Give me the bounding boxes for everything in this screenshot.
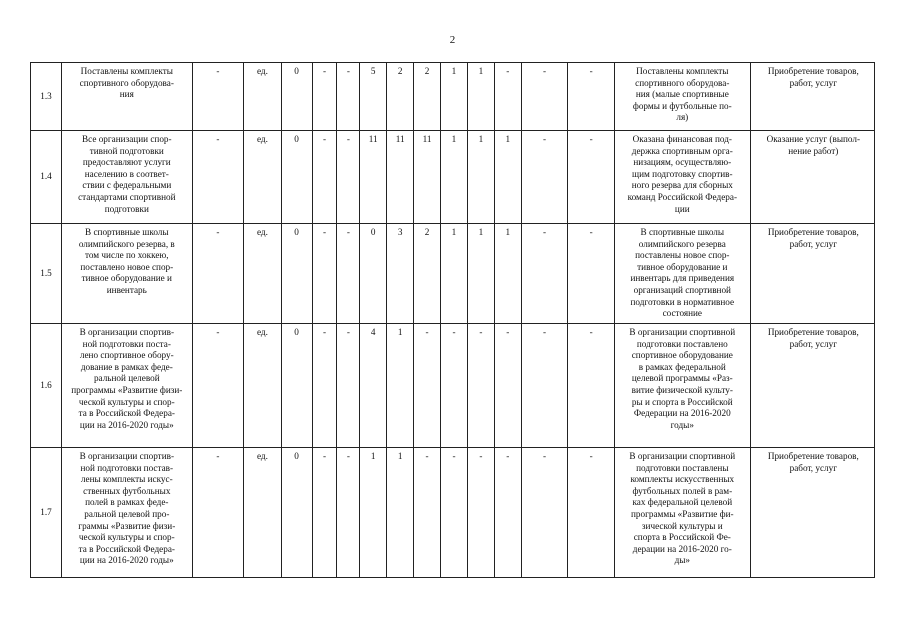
result-line: поставлены новое спор- <box>635 250 730 261</box>
value-cell: 1 <box>441 224 468 324</box>
result-description <box>614 131 750 224</box>
result-line: ля) <box>676 112 689 123</box>
indicator-name-line: ствии с федеральными <box>82 180 172 191</box>
indicators-table <box>30 62 875 578</box>
result-line: ды» <box>674 555 691 566</box>
value-cell: - <box>337 448 360 578</box>
value-cell: 1 <box>360 448 387 578</box>
event-type-line: работ, услуг <box>789 338 837 349</box>
result-line: ции <box>674 203 690 214</box>
row-number: 1.3 <box>31 63 62 131</box>
value-cell: 1 <box>494 131 521 224</box>
unit-cell: ед. <box>244 324 281 448</box>
indicator-name-line: лено спортивное обору- <box>79 350 174 361</box>
result-line: В спортивные школы <box>640 227 725 237</box>
value-cell: 1 <box>441 63 468 131</box>
result-line: состояние <box>662 308 703 319</box>
indicator-name <box>62 63 192 131</box>
indicator-name-line: полей в рамках феде- <box>85 497 169 508</box>
row-number: 1.4 <box>31 131 62 224</box>
result-description <box>614 324 750 448</box>
value-cell: - <box>337 131 360 224</box>
indicator-name-line: В организации спортив- <box>79 451 175 461</box>
event-type-line: работ, услуг <box>789 77 837 88</box>
result-line: дерации на 2016-2020 го- <box>632 543 732 554</box>
result-line: щим подготовку спортив- <box>632 168 733 179</box>
value-cell: 1 <box>467 63 494 131</box>
indicator-name <box>62 324 192 448</box>
value-cell: 1 <box>387 448 414 578</box>
value-cell: - <box>521 131 568 224</box>
indicator-name-line: олимпийского резерва, в <box>78 238 175 249</box>
table-row <box>31 131 875 224</box>
value-cell: 1 <box>467 224 494 324</box>
event-type <box>750 63 874 131</box>
indicator-name-line: населению в соответ- <box>84 168 169 179</box>
indicator-name-line: ральной целевой <box>93 373 160 384</box>
indicator-name <box>62 131 192 224</box>
value-cell: 11 <box>414 131 441 224</box>
indicator-name-line: та в Российской Федера- <box>78 543 175 554</box>
indicator-name-line: та в Российской Федера- <box>78 408 175 419</box>
value-cell: - <box>337 224 360 324</box>
value-cell: - <box>568 224 615 324</box>
indicator-name-line: том числе по хоккею, <box>85 250 169 261</box>
table-row <box>31 224 875 324</box>
result-line: команд Российской Федера- <box>627 191 737 202</box>
result-description <box>614 448 750 578</box>
value-cell: - <box>521 448 568 578</box>
indicator-name-line: Все организации спор- <box>82 134 172 144</box>
result-line: подготовки поставлены <box>636 462 729 473</box>
value-cell: - <box>192 448 244 578</box>
table-row <box>31 324 875 448</box>
indicator-name-line: ния <box>119 89 134 100</box>
value-cell: - <box>568 324 615 448</box>
value-cell: - <box>521 63 568 131</box>
value-cell: 2 <box>387 63 414 131</box>
event-type-line: Оказание услуг (выпол- <box>766 134 861 144</box>
event-type-line: нение работ) <box>788 145 839 156</box>
indicator-name-line: предоставляют услуги <box>82 157 171 168</box>
value-cell: - <box>467 448 494 578</box>
value-cell: - <box>337 63 360 131</box>
result-line: тивное оборудование и <box>637 261 728 272</box>
value-cell: 1 <box>494 224 521 324</box>
value-cell: - <box>494 63 521 131</box>
value-cell: - <box>312 63 337 131</box>
indicator-name-line: программы «Развитие физи- <box>71 384 183 395</box>
result-line: комплекты искусственных <box>630 474 735 485</box>
value-cell: 0 <box>281 224 312 324</box>
result-line: подготовки поставлено <box>636 338 728 349</box>
row-number: 1.7 <box>31 448 62 578</box>
result-line: В организации спортивной <box>629 327 736 337</box>
value-cell: - <box>192 224 244 324</box>
value-cell: - <box>441 324 468 448</box>
indicator-name-line: Поставлены комплекты <box>80 66 173 76</box>
page-number: 2 <box>449 34 456 46</box>
result-line: ного резерва для сборных <box>631 180 733 191</box>
result-line: спортивное оборудование <box>631 350 733 361</box>
indicator-name-line: В организации спортив- <box>79 327 175 337</box>
indicator-name-line: лены комплекты искус- <box>80 474 173 485</box>
indicator-name <box>62 448 192 578</box>
event-type-line: Приобретение товаров, <box>767 227 859 237</box>
event-type-line: Приобретение товаров, <box>767 327 859 337</box>
value-cell: 2 <box>414 63 441 131</box>
result-line: программы «Развитие фи- <box>631 508 734 519</box>
indicator-name-line: тивное оборудование и <box>81 273 172 284</box>
unit-cell: ед. <box>244 131 281 224</box>
value-cell: 0 <box>281 63 312 131</box>
value-cell: 0 <box>281 448 312 578</box>
indicator-name-line: ческой культуры и спор- <box>78 396 175 407</box>
result-line: олимпийского резерва <box>638 238 726 249</box>
unit-cell: ед. <box>244 224 281 324</box>
result-line: В организации спортивной <box>629 451 736 461</box>
result-line: низациям, осуществляю- <box>633 157 732 168</box>
result-line: формы и футбольные по- <box>632 100 732 111</box>
result-line: целевой программы «Раз- <box>631 373 733 384</box>
value-cell: - <box>521 224 568 324</box>
unit-cell: ед. <box>244 448 281 578</box>
value-cell: - <box>494 324 521 448</box>
event-type-line: работ, услуг <box>789 462 837 473</box>
value-cell: - <box>441 448 468 578</box>
value-cell: - <box>337 324 360 448</box>
value-cell: - <box>494 448 521 578</box>
indicator-name-line: ственных футбольных <box>83 485 171 496</box>
value-cell: - <box>312 448 337 578</box>
value-cell: - <box>414 324 441 448</box>
result-line: ния (малые спортивные <box>635 89 729 100</box>
result-line: Оказана финансовая под- <box>632 134 732 144</box>
indicator-name-line: В спортивные школы <box>85 227 169 237</box>
value-cell: - <box>568 448 615 578</box>
indicator-name-line: ной подготовки поста- <box>82 338 171 349</box>
value-cell: 1 <box>441 131 468 224</box>
value-cell: 3 <box>387 224 414 324</box>
value-cell: 5 <box>360 63 387 131</box>
result-line: держка спортивным орга- <box>631 145 733 156</box>
result-description <box>614 63 750 131</box>
indicator-name-line: граммы «Развитие физи- <box>78 520 176 531</box>
value-cell: 0 <box>281 131 312 224</box>
value-cell: 11 <box>360 131 387 224</box>
indicator-name-line: ральной целевой про- <box>84 508 170 519</box>
indicator-name-line: тивной подготовки <box>89 145 164 156</box>
indicator-name <box>62 224 192 324</box>
value-cell: 2 <box>414 224 441 324</box>
event-type-line: Приобретение товаров, <box>767 66 859 76</box>
result-line: спорта в Российской Фе- <box>633 532 731 543</box>
result-line: годы» <box>670 419 694 430</box>
value-cell: - <box>192 324 244 448</box>
indicator-name-line: стандартами спортивной <box>78 191 176 202</box>
indicator-name-line: спортивного оборудова- <box>79 77 174 88</box>
event-type-line: работ, услуг <box>789 238 837 249</box>
event-type <box>750 224 874 324</box>
value-cell: - <box>414 448 441 578</box>
value-cell: - <box>568 131 615 224</box>
value-cell: - <box>467 324 494 448</box>
value-cell: - <box>192 63 244 131</box>
indicator-name-line: ции на 2016-2020 годы» <box>79 419 174 430</box>
row-number: 1.5 <box>31 224 62 324</box>
result-line: витие физической культу- <box>631 384 733 395</box>
event-type <box>750 324 874 448</box>
result-line: спортивного оборудова- <box>635 77 730 88</box>
indicator-name-line: ции на 2016-2020 годы» <box>79 555 174 566</box>
event-type <box>750 131 874 224</box>
indicator-name-line: инвентарь <box>106 284 147 295</box>
indicator-name-line: подготовки <box>104 203 149 214</box>
result-line: зической культуры и <box>641 520 723 531</box>
value-cell: - <box>312 324 337 448</box>
value-cell: 1 <box>467 131 494 224</box>
result-line: в рамках федеральной <box>638 361 726 372</box>
table-body <box>31 63 875 578</box>
value-cell: - <box>312 131 337 224</box>
result-line: футбольных полей в рам- <box>632 485 733 496</box>
value-cell: 0 <box>360 224 387 324</box>
event-type-line: Приобретение товаров, <box>767 451 859 461</box>
event-type <box>750 448 874 578</box>
value-cell: 11 <box>387 131 414 224</box>
value-cell: 1 <box>387 324 414 448</box>
indicator-name-line: поставлено новое спор- <box>80 261 174 272</box>
table-row <box>31 63 875 131</box>
result-line: организаций спортивной <box>633 284 731 295</box>
unit-cell: ед. <box>244 63 281 131</box>
result-description <box>614 224 750 324</box>
result-line: инвентарь для приведения <box>630 273 735 284</box>
value-cell: 0 <box>281 324 312 448</box>
result-line: подготовки в нормативное <box>630 296 735 307</box>
indicator-name-line: ной подготовки постав- <box>80 462 174 473</box>
result-line: Федерации на 2016-2020 <box>633 408 731 419</box>
result-line: Поставлены комплекты <box>636 66 729 76</box>
table-row <box>31 448 875 578</box>
result-line: ры и спорта в Российской <box>631 396 733 407</box>
result-line: ках федеральной целевой <box>632 497 733 508</box>
indicator-name-line: ческой культуры и спор- <box>78 532 175 543</box>
value-cell: - <box>568 63 615 131</box>
value-cell: - <box>192 131 244 224</box>
row-number: 1.6 <box>31 324 62 448</box>
indicator-name-line: дование в рамках феде- <box>80 361 173 372</box>
value-cell: - <box>521 324 568 448</box>
value-cell: - <box>312 224 337 324</box>
value-cell: 4 <box>360 324 387 448</box>
